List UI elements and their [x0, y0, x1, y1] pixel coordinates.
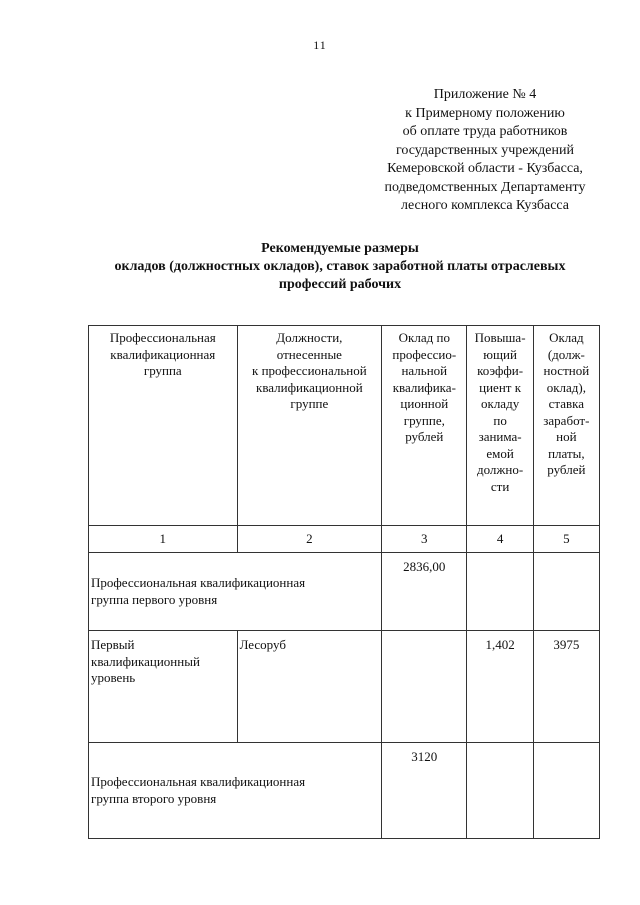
header-text: емой: [486, 445, 514, 461]
header-text: занима-: [478, 429, 522, 444]
empty-cell: [467, 553, 533, 631]
group-name-text: Профессиональная квалификационная: [91, 774, 306, 789]
level-name-text: квалификационный: [91, 653, 200, 669]
level-name-text: Первый: [91, 637, 135, 652]
appendix-header: [340, 86, 630, 216]
header-positions: [237, 326, 382, 526]
appendix-line: Кемеровской области - Кузбасса,: [387, 161, 583, 176]
header-text: коэффи-: [477, 363, 524, 378]
header-text: ностной: [543, 363, 590, 378]
header-text: должно-: [476, 462, 524, 477]
header-text: сти: [490, 478, 510, 494]
column-number-row: [89, 526, 600, 553]
header-text: квалифика-: [392, 379, 456, 395]
header-text: ной: [556, 429, 577, 444]
header-text: Оклад по: [398, 330, 450, 345]
document-title: [40, 240, 640, 294]
group-name-text: Профессиональная квалификационная: [91, 575, 306, 590]
table-header-row: [89, 326, 600, 526]
title-line: окладов (должностных окладов), ставок заработной платы отраслевых: [114, 259, 566, 274]
level-name-text: уровень: [91, 670, 136, 685]
header-text: Должности,: [276, 330, 343, 345]
level-salary-cell: [382, 631, 467, 743]
header-text: профессио-: [392, 346, 457, 362]
position-cell: Лесоруб: [237, 631, 382, 743]
title-line: профессий рабочих: [278, 277, 402, 292]
appendix-line: к Примерному положению: [405, 105, 565, 121]
header-text: ющий: [483, 346, 517, 362]
header-text: по: [493, 412, 507, 428]
column-number: 4: [467, 526, 533, 553]
table-row-group1: [89, 553, 600, 631]
header-text: группа: [143, 363, 182, 378]
header-text: платы,: [548, 445, 585, 461]
table-row-group2: [89, 743, 600, 839]
table-row-level1: [89, 631, 600, 743]
header-coefficient: [467, 326, 533, 526]
header-text: рублей: [405, 429, 444, 444]
header-text: циент к: [479, 379, 522, 395]
header-text: группе: [290, 396, 329, 411]
header-text: группе,: [403, 412, 445, 428]
group-salary-cell: 2836,00: [382, 553, 467, 631]
header-total-salary: [533, 326, 599, 526]
header-text: Профессиональная: [109, 330, 216, 345]
header-text: (долж-: [547, 346, 585, 362]
appendix-line: Приложение № 4: [433, 87, 537, 102]
header-text: рублей: [547, 462, 586, 477]
column-number: 3: [382, 526, 467, 553]
column-number: 2: [237, 526, 382, 553]
appendix-line: подведомственных Департаменту: [384, 179, 586, 195]
total-salary-cell: 3975: [533, 631, 599, 743]
header-base-salary: [382, 326, 467, 526]
header-text: окладу: [481, 396, 520, 411]
header-text: ционной: [400, 396, 449, 411]
title-line: Рекомендуемые размеры: [261, 241, 419, 256]
salary-table: [88, 325, 600, 839]
empty-cell: [533, 743, 599, 839]
group-name-cell: [89, 743, 382, 839]
empty-cell: [533, 553, 599, 631]
header-text: нальной: [401, 363, 448, 378]
level-name-cell: [89, 631, 238, 743]
header-text: Повыша-: [474, 330, 526, 345]
group-salary-cell: 3120: [382, 743, 467, 839]
column-number: 1: [89, 526, 238, 553]
header-text: оклад),: [546, 379, 586, 395]
group-name-text: группа второго уровня: [91, 790, 217, 806]
group-name-text: группа первого уровня: [91, 591, 218, 607]
coefficient-cell: 1,402: [467, 631, 533, 743]
header-text: квалификационной: [256, 379, 363, 395]
appendix-line: лесного комплекса Кузбасса: [400, 198, 570, 213]
header-qualification-group: [89, 326, 238, 526]
empty-cell: [467, 743, 533, 839]
header-text: Оклад: [549, 330, 584, 345]
group-name-cell: [89, 553, 382, 631]
appendix-line: государственных учреждений: [396, 142, 574, 158]
column-number: 5: [533, 526, 599, 553]
header-text: ставка: [548, 396, 585, 411]
header-text: заработ-: [543, 412, 590, 428]
header-text: к профессиональной: [252, 363, 367, 378]
appendix-line: об оплате труда работников: [402, 124, 568, 139]
header-text: отнесенные: [276, 346, 342, 362]
header-text: квалификационная: [110, 346, 216, 362]
page-number: 11: [313, 38, 327, 52]
